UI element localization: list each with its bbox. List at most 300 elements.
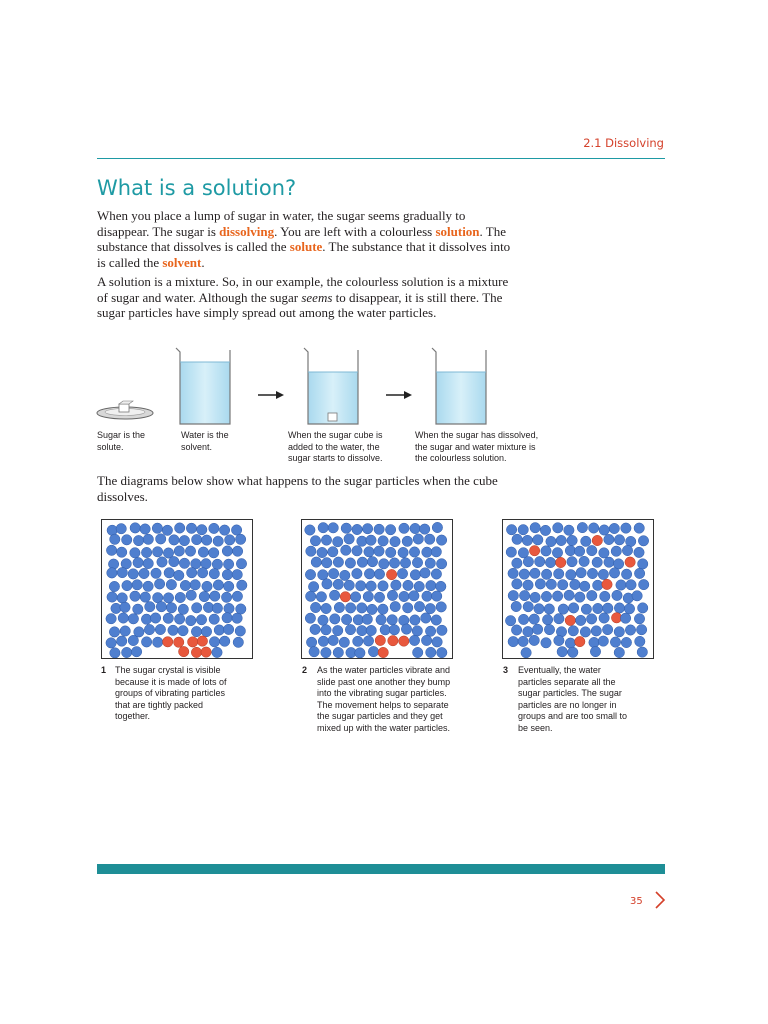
water-particle [321, 647, 331, 657]
water-particle [362, 614, 372, 624]
water-particle [568, 647, 578, 657]
water-particle [322, 558, 332, 568]
water-particle [399, 591, 409, 601]
water-particle [317, 547, 327, 557]
caption-added: When the sugar cube is added to the water, the sugar starts to dissolve. [288, 430, 383, 463]
water-particle [357, 557, 367, 567]
water-particle [518, 614, 528, 624]
water-particle [213, 580, 223, 590]
water-particle [357, 625, 367, 635]
water-particle [565, 638, 575, 648]
water-particle [590, 646, 600, 656]
water-particle [367, 604, 377, 614]
water-particle [387, 590, 397, 600]
water-particle [163, 613, 173, 623]
water-particle [614, 603, 624, 613]
water-particle [635, 636, 645, 646]
water-particle [106, 614, 116, 624]
water-particle [621, 523, 631, 533]
water-particle [222, 570, 232, 580]
water-particle [133, 557, 143, 567]
water-particle [212, 647, 222, 657]
sugar-particle [174, 637, 184, 647]
water-particle [179, 558, 189, 568]
sugar-particle [340, 592, 350, 602]
water-particle [413, 534, 423, 544]
water-particle [122, 535, 132, 545]
water-particle [143, 558, 153, 568]
water-particle [390, 601, 400, 611]
water-particle [197, 568, 207, 578]
water-particle [306, 546, 316, 556]
water-particle [340, 570, 350, 580]
water-particle [554, 635, 564, 645]
water-particle [231, 525, 241, 535]
water-particle [353, 636, 363, 646]
water-particle [591, 626, 601, 636]
water-particle [116, 524, 126, 534]
water-particle [541, 638, 551, 648]
water-particle [436, 581, 446, 591]
text-run: . [201, 254, 205, 270]
water-particle [542, 615, 552, 625]
water-particle [111, 603, 121, 613]
water-particle [232, 546, 242, 556]
water-particle [523, 557, 533, 567]
water-particle [152, 547, 162, 557]
water-particle [364, 569, 374, 579]
water-particle [110, 648, 120, 658]
beaker-water-icon [176, 348, 230, 424]
water-particle [576, 568, 586, 578]
water-particle [164, 568, 174, 578]
water-particle [400, 558, 410, 568]
water-particle [530, 523, 540, 533]
water-particle [316, 592, 326, 602]
water-particle [634, 523, 644, 533]
water-particle [363, 636, 373, 646]
water-particle [156, 602, 166, 612]
water-particle [237, 580, 247, 590]
water-particle [345, 624, 355, 634]
water-particle [436, 602, 446, 612]
water-particle [512, 534, 522, 544]
water-particle [403, 603, 413, 613]
water-particle [202, 581, 212, 591]
water-particle [233, 637, 243, 647]
water-particle [609, 523, 619, 533]
water-particle [162, 525, 172, 535]
water-particle [318, 615, 328, 625]
water-particle [554, 569, 564, 579]
water-particle [156, 534, 166, 544]
water-particle [389, 625, 399, 635]
water-particle [166, 603, 176, 613]
particle-panel-1 [101, 519, 253, 659]
water-particle [220, 636, 230, 646]
water-particle [145, 602, 155, 612]
water-particle [425, 534, 435, 544]
water-particle [197, 525, 207, 535]
water-particle [318, 636, 328, 646]
water-particle [574, 546, 584, 556]
arrow-icon [258, 391, 284, 399]
sugar-particle [625, 557, 635, 567]
water-particle [144, 624, 154, 634]
water-particle [422, 591, 432, 601]
water-particle [378, 604, 388, 614]
water-particle [179, 535, 189, 545]
water-particle [610, 637, 620, 647]
water-particle [437, 647, 447, 657]
water-particle [379, 559, 389, 569]
water-particle [225, 535, 235, 545]
water-particle [421, 613, 431, 623]
water-particle [339, 637, 349, 647]
water-particle [638, 536, 648, 546]
water-particle [604, 557, 614, 567]
water-particle [199, 591, 209, 601]
water-particle [540, 525, 550, 535]
text-run: When you place a lump of sugar in water, the sugar seems gradually to disappear. The sugar is [97, 208, 466, 239]
water-particle [350, 592, 360, 602]
water-particle [426, 647, 436, 657]
water-particle [366, 625, 376, 635]
panel-number-1: 1 [101, 665, 107, 675]
water-particle [511, 601, 521, 611]
water-particle [639, 579, 649, 589]
water-particle [580, 627, 590, 637]
water-particle [120, 626, 130, 636]
water-particle [352, 546, 362, 556]
water-particle [130, 548, 140, 558]
water-particle [222, 613, 232, 623]
water-particle [580, 581, 590, 591]
sugar-particle [375, 635, 385, 645]
panel-caption-2: As the water particles vibrate and slide past one another they bump into the vibrating sugar particles. The movement helps to separate the sugar particles and they get mixed up with the water particles. [317, 665, 451, 733]
water-particle [308, 582, 318, 592]
water-particle [333, 557, 343, 567]
panel-caption-3: Eventually, the water particles separate all the sugar particles. The sugar particles are no longer in groups and are too small to be seen. [518, 665, 628, 733]
water-particle [209, 614, 219, 624]
water-particle [602, 624, 612, 634]
water-particle [132, 580, 142, 590]
beaker-sugar-cube-icon [304, 348, 358, 424]
water-particle [624, 604, 634, 614]
sugar-particle [565, 615, 575, 625]
water-particle [401, 624, 411, 634]
water-particle [321, 625, 331, 635]
water-particle [178, 604, 188, 614]
water-particle [109, 627, 119, 637]
water-particle [210, 591, 220, 601]
water-particle [632, 591, 642, 601]
water-particle [409, 591, 419, 601]
water-particle [398, 547, 408, 557]
water-particle [620, 613, 630, 623]
water-particle [186, 615, 196, 625]
water-particle [117, 547, 127, 557]
water-particle [378, 581, 388, 591]
water-particle [212, 559, 222, 569]
water-particle [598, 569, 608, 579]
water-particle [603, 603, 613, 613]
water-particle [544, 624, 554, 634]
water-particle [157, 557, 167, 567]
water-particle [321, 603, 331, 613]
water-particle [224, 581, 234, 591]
water-particle [223, 624, 233, 634]
water-particle [636, 625, 646, 635]
water-particle [587, 568, 597, 578]
mixture-paragraph [97, 274, 517, 321]
water-particle [431, 569, 441, 579]
sugar-particle [197, 636, 207, 646]
water-particle [209, 637, 219, 647]
water-particle [519, 569, 529, 579]
water-particle [117, 636, 127, 646]
water-particle [402, 536, 412, 546]
water-particle [374, 569, 384, 579]
arrow-icon [386, 391, 412, 399]
water-particle [567, 557, 577, 567]
water-particle [426, 580, 436, 590]
water-particle [425, 558, 435, 568]
water-particle [107, 592, 117, 602]
water-particle [235, 534, 245, 544]
water-particle [333, 647, 343, 657]
water-particle [318, 523, 328, 533]
water-particle [321, 535, 331, 545]
water-particle [611, 546, 621, 556]
keyword-solvent: solvent [162, 254, 202, 270]
water-particle [333, 625, 343, 635]
water-particle [553, 523, 563, 533]
panel-number-2: 2 [302, 665, 308, 675]
water-particle [163, 593, 173, 603]
water-particle [232, 569, 242, 579]
water-particle [305, 613, 315, 623]
water-particle [151, 568, 161, 578]
text-run: A solution is a mixture. So, in our example, the colourless solution is a mixture of sugar and water. Although the sugar [97, 274, 509, 305]
sugar-particle [179, 646, 189, 656]
water-particle [412, 626, 422, 636]
water-particle [209, 523, 219, 533]
water-particle [638, 603, 648, 613]
sugar-particle [592, 535, 602, 545]
sugar-particle [378, 647, 388, 657]
water-particle [616, 580, 626, 590]
water-particle [512, 579, 522, 589]
water-particle [546, 536, 556, 546]
water-particle [328, 523, 338, 533]
sugar-particle [163, 637, 173, 647]
particle-panel-3 [502, 519, 654, 659]
water-particle [432, 637, 442, 647]
water-particle [541, 591, 551, 601]
water-particle [328, 635, 338, 645]
water-particle [522, 535, 532, 545]
water-particle [236, 604, 246, 614]
water-particle [387, 615, 397, 625]
water-particle [130, 591, 140, 601]
text-run: . The substance that dissolves is called the [97, 223, 507, 254]
water-particle [403, 580, 413, 590]
text-run: . The substance that it dissolves into is called the [97, 239, 511, 270]
water-particle [554, 614, 564, 624]
water-particle [511, 625, 521, 635]
water-particle [341, 545, 351, 555]
emphasis-seems: seems [301, 289, 333, 305]
water-particle [357, 603, 367, 613]
water-particle [534, 604, 544, 614]
water-particle [598, 636, 608, 646]
water-particle [213, 536, 223, 546]
text-run: . You are left with a colourless [274, 223, 436, 239]
water-particle [118, 613, 128, 623]
water-particle [420, 568, 430, 578]
water-particle [223, 559, 233, 569]
water-particle [385, 525, 395, 535]
sugar-particle [556, 557, 566, 567]
sugar-particle [575, 636, 585, 646]
caption-dissolved: When the sugar has dissolved, the sugar and water mixture is the colourless solution. [415, 430, 539, 463]
water-particle [421, 635, 431, 645]
water-particle [529, 635, 539, 645]
panel-caption-1: The sugar crystal is visible because it is made of lots of groups of vibrating particles that are tightly packed together. [115, 665, 227, 721]
water-particle [577, 522, 587, 532]
water-particle [364, 547, 374, 557]
water-particle [209, 548, 219, 558]
water-particle [341, 523, 351, 533]
water-particle [122, 580, 132, 590]
water-particle [614, 627, 624, 637]
water-particle [378, 536, 388, 546]
water-particle [310, 536, 320, 546]
page-title: What is a solution? [97, 176, 297, 200]
water-particle [196, 615, 206, 625]
sugar-particle [529, 546, 539, 556]
water-particle [201, 559, 211, 569]
water-particle [436, 535, 446, 545]
water-particle [175, 523, 185, 533]
water-particle [328, 547, 338, 557]
water-particle [420, 524, 430, 534]
water-particle [214, 625, 224, 635]
water-particle [322, 579, 332, 589]
water-particle [568, 603, 578, 613]
water-particle [410, 570, 420, 580]
water-particle [589, 637, 599, 647]
water-particle [599, 613, 609, 623]
water-particle [518, 636, 528, 646]
water-particle [166, 579, 176, 589]
water-particle [544, 604, 554, 614]
water-particle [174, 546, 184, 556]
keyword-solution: solution [435, 223, 480, 239]
water-particle [552, 548, 562, 558]
water-particle [174, 570, 184, 580]
water-particle [168, 625, 178, 635]
water-particle [626, 580, 636, 590]
water-particle [185, 546, 195, 556]
water-particle [412, 557, 422, 567]
water-particle [437, 625, 447, 635]
keyword-dissolving: dissolving [219, 223, 275, 239]
dissolving-illustration [90, 340, 560, 430]
water-particle [344, 534, 354, 544]
sugar-dish-icon [97, 401, 153, 419]
water-particle [570, 579, 580, 589]
water-particle [235, 626, 245, 636]
water-particle [368, 646, 378, 656]
water-particle [508, 590, 518, 600]
water-particle [390, 536, 400, 546]
water-particle [556, 535, 566, 545]
water-particle [110, 534, 120, 544]
water-particle [612, 590, 622, 600]
water-particle [333, 537, 343, 547]
next-page-chevron-icon[interactable] [654, 890, 666, 910]
water-particle [117, 593, 127, 603]
water-particle [413, 647, 423, 657]
water-particle [557, 647, 567, 657]
water-particle [221, 592, 231, 602]
water-particle [345, 558, 355, 568]
water-particle [305, 569, 315, 579]
water-particle [219, 525, 229, 535]
particle-panel-2 [301, 519, 453, 659]
water-particle [201, 626, 211, 636]
water-particle [374, 524, 384, 534]
water-particle [529, 614, 539, 624]
water-particle [581, 536, 591, 546]
water-particle [604, 534, 614, 544]
water-particle [634, 568, 644, 578]
water-particle [564, 590, 574, 600]
diagrams-intro-paragraph: The diagrams below show what happens to the sugar particles when the cube dissolves. [97, 473, 498, 504]
beaker-solution-icon [432, 348, 486, 424]
water-particle [634, 614, 644, 624]
water-particle [432, 591, 442, 601]
water-particle [330, 614, 340, 624]
water-particle [309, 647, 319, 657]
water-particle [139, 568, 149, 578]
water-particle [410, 523, 420, 533]
water-particle [505, 616, 515, 626]
water-particle [334, 602, 344, 612]
water-particle [192, 534, 202, 544]
water-particle [333, 579, 343, 589]
water-particle [191, 626, 201, 636]
water-particle [222, 546, 232, 556]
water-particle [634, 547, 644, 557]
water-particle [508, 636, 518, 646]
water-particle [198, 547, 208, 557]
water-particle [506, 525, 516, 535]
water-particle [599, 548, 609, 558]
sugar-particle [602, 579, 612, 589]
water-particle [587, 545, 597, 555]
water-particle [345, 603, 355, 613]
water-particle [329, 590, 339, 600]
caption-solvent: Water is the solvent. [181, 430, 229, 452]
sugar-particle [191, 647, 201, 657]
water-particle [391, 580, 401, 590]
water-particle [187, 568, 197, 578]
water-particle [532, 624, 542, 634]
text-run: to disappear, it is still there. The sugar particles have simply spread out among the water particles. [97, 289, 503, 320]
